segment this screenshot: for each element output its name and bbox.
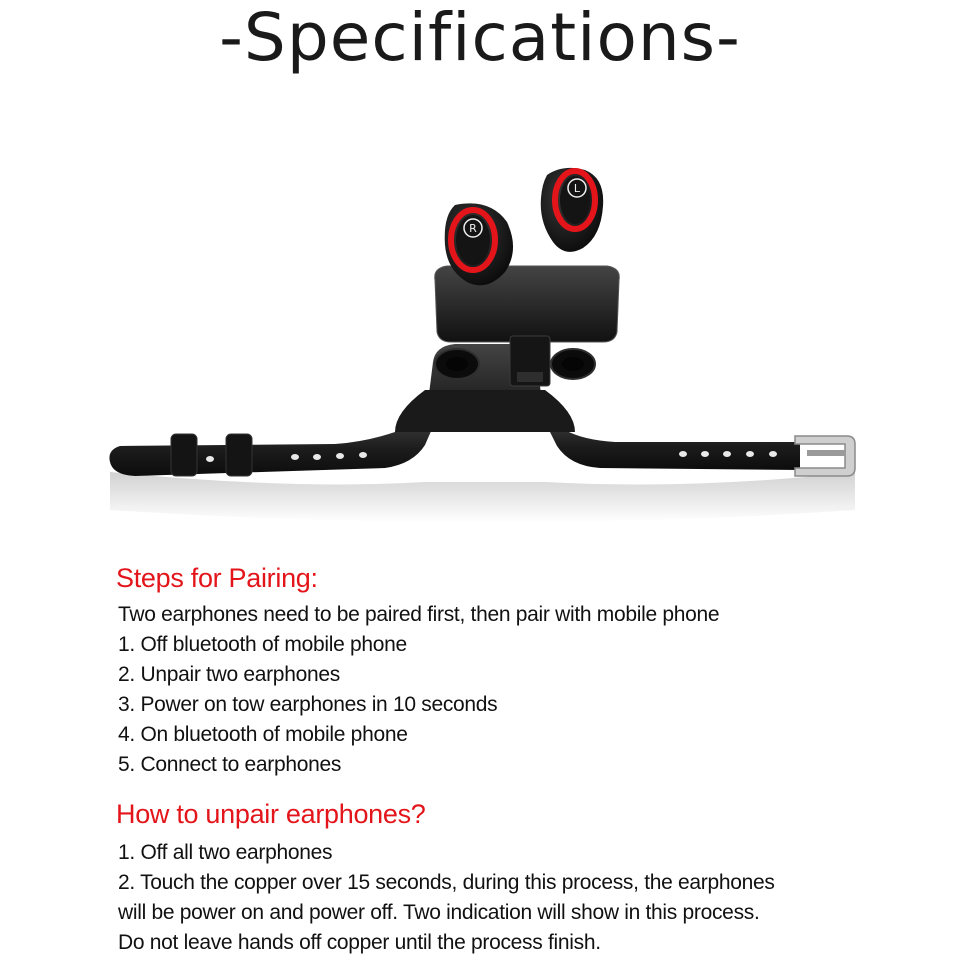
strap-loop [226,434,252,476]
unpair-steps [118,838,775,958]
charging-case-cradle [395,390,575,432]
unpair-heading: How to unpair earphones? [116,799,426,829]
list-item: 1. Off all two earphones [118,841,333,864]
list-item: 4. On bluetooth of mobile phone [118,723,408,746]
list-item: 1. Off bluetooth of mobile phone [118,633,407,656]
pairing-heading: Steps for Pairing: [116,563,318,593]
list-item: will be power on and power off. Two indication will show in this process. [118,901,760,924]
product-image [95,150,875,550]
list-item: Do not leave hands off copper until the process finish. [118,931,601,954]
list-item: 2. Touch the copper over 15 seconds, during this process, the earphones [118,871,775,894]
list-item: 5. Connect to earphones [118,753,342,776]
list-item: 2. Unpair two earphones [118,663,340,686]
svg-text:L: L [573,182,581,195]
band-reflection [110,472,855,523]
right-strap [545,422,800,470]
strap-loop [171,434,197,476]
list-item: Two earphones need to be paired first, then pair with mobile phone [118,603,720,626]
page-title: -Specifications- [219,0,741,76]
pairing-steps [118,600,719,780]
left-strap [109,422,435,476]
list-item: 3. Power on tow earphones in 10 seconds [118,693,498,716]
svg-text:R: R [469,222,477,235]
earbud-left [541,168,603,252]
